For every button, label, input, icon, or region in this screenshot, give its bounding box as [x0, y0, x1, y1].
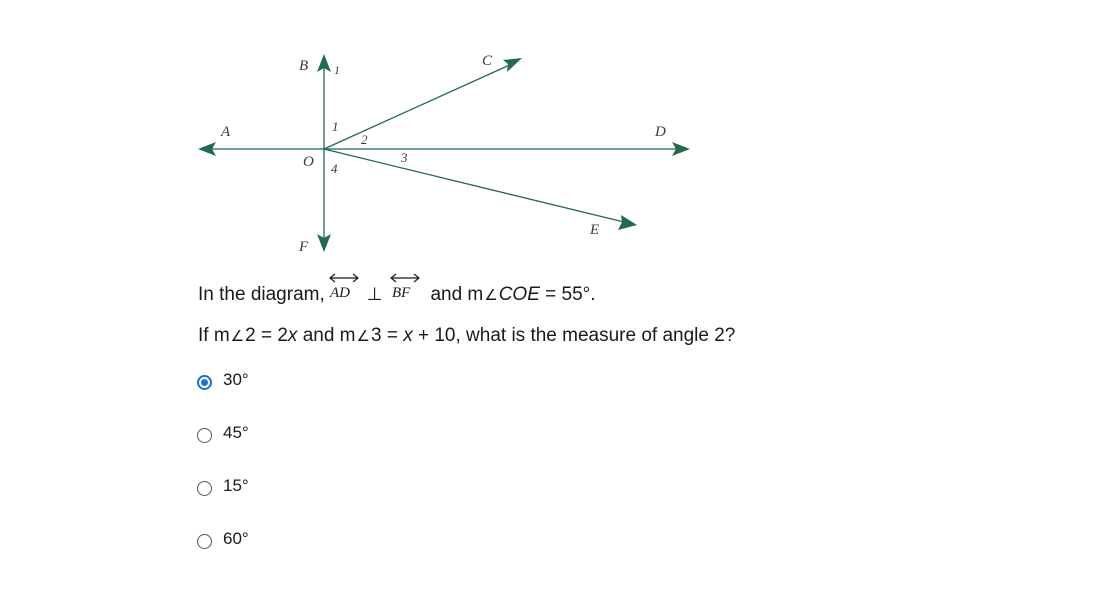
radio-button-selected[interactable]: [197, 375, 212, 390]
point-label-c: C: [482, 53, 493, 69]
point-label-f: F: [299, 239, 309, 255]
line-ad-label: AD: [329, 285, 350, 300]
point-label-o: O: [303, 154, 314, 170]
question-part3: and m: [297, 325, 356, 346]
choice-label: 45°: [223, 422, 249, 442]
point-label-d: D: [655, 124, 666, 140]
angle-symbol: ∠: [484, 287, 498, 304]
angle-label-4: 4: [331, 161, 338, 176]
arrowhead-e: [618, 215, 637, 230]
angle-symbol: ∠: [230, 328, 245, 345]
choice-label: 15°: [223, 475, 249, 495]
double-arrow-icon: [327, 270, 361, 300]
radio-button[interactable]: [197, 481, 212, 496]
radio-button[interactable]: [197, 534, 212, 549]
statement-equals: = 55°.: [539, 284, 596, 305]
angle-label-2: 2: [361, 132, 368, 147]
geometry-diagram: [0, 0, 1105, 262]
ray-oc: [324, 63, 514, 149]
statement-middle: and m: [430, 284, 484, 305]
answer-choices: [197, 366, 249, 578]
radio-button[interactable]: [197, 428, 212, 443]
angle-label-3: 3: [401, 150, 408, 165]
point-label-a: A: [221, 124, 231, 140]
angle-symbol: ∠: [356, 328, 370, 345]
choice-option-4[interactable]: [197, 525, 249, 552]
choice-option-1[interactable]: [197, 366, 249, 393]
line-notation-bf: [388, 270, 422, 300]
ray-oe: [324, 149, 628, 223]
angle-name-coe: COE: [498, 284, 540, 305]
angle-label-1: 1: [332, 119, 339, 134]
perpendicular-symbol: ⊥: [366, 284, 383, 304]
choice-option-3[interactable]: [197, 472, 249, 499]
arrowhead-c: [503, 58, 522, 72]
variable-x: x: [287, 325, 298, 346]
point-label-b: B: [299, 58, 309, 74]
question-part1: If m: [198, 325, 230, 346]
question-part4: 3 =: [370, 325, 404, 346]
question-part5: + 10, what is the measure of angle 2?: [412, 325, 736, 346]
line-notation-ad: [327, 270, 361, 300]
question-text: [198, 321, 735, 352]
problem-statement: [198, 270, 596, 311]
angle-label-1-top: 1: [334, 63, 340, 77]
point-label-e: E: [590, 222, 600, 238]
statement-prefix: In the diagram,: [198, 284, 325, 305]
choice-label: 60°: [223, 528, 249, 548]
choice-label: 30°: [223, 369, 249, 389]
line-bf-label: BF: [392, 285, 411, 300]
double-arrow-icon: [388, 270, 422, 300]
variable-x: x: [403, 325, 413, 346]
question-part2: 2 = 2: [245, 325, 288, 346]
choice-option-2[interactable]: [197, 419, 249, 446]
